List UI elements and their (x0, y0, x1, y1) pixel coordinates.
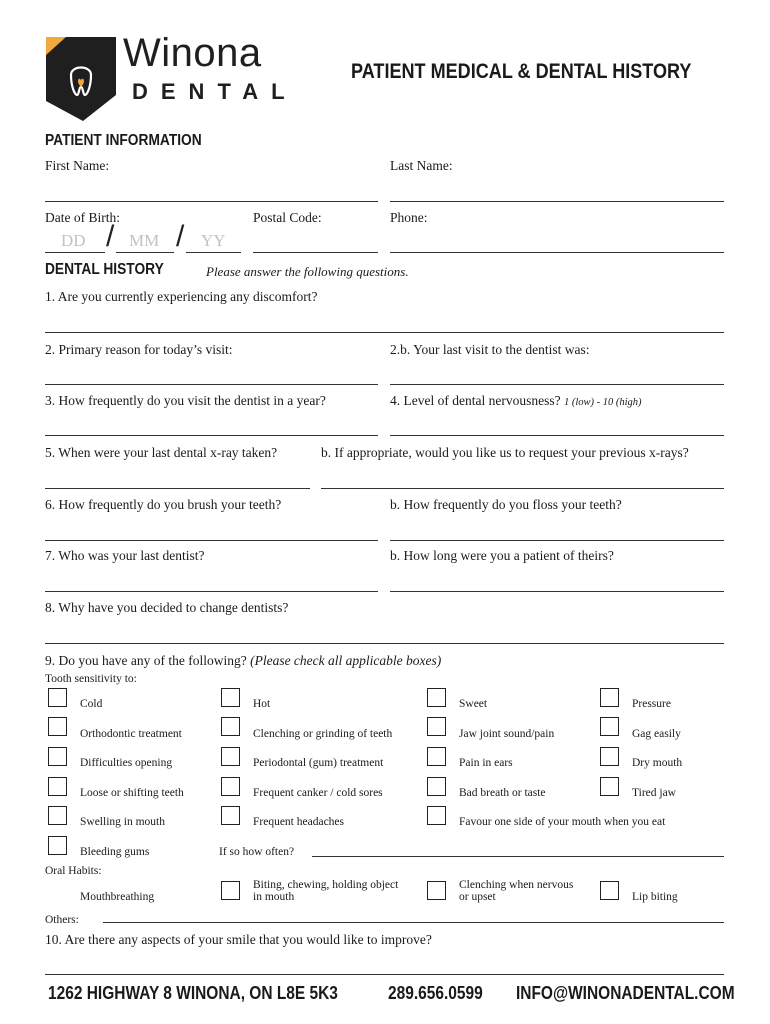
postal-code-field[interactable] (253, 252, 378, 253)
checkbox-tired-jaw[interactable] (600, 777, 619, 796)
option-pressure: Pressure (632, 698, 671, 710)
dob-year-field[interactable] (186, 252, 241, 253)
dob-month-field[interactable] (116, 252, 174, 253)
footer-email: INFO@WINONADENTAL.COM (516, 983, 735, 1003)
question-4-scale: 1 (low) - 10 (high) (563, 397, 642, 408)
question-4-text: 4. Level of dental nervousness? (390, 393, 561, 408)
others-field[interactable] (103, 922, 724, 923)
option-bleeding-gums: Bleeding gums (80, 846, 150, 858)
question-5-field[interactable] (45, 488, 310, 489)
question-5b: b. If appropriate, would you like us to request your previous x-rays? (321, 445, 689, 460)
dob-month-placeholder: MM (129, 231, 160, 250)
option-clenching: Clenching or grinding of teeth (253, 728, 393, 740)
checkbox-clenching[interactable] (221, 717, 240, 736)
question-5b-field[interactable] (321, 488, 724, 489)
first-name-field[interactable] (45, 201, 378, 202)
option-gag: Gag easily (632, 728, 681, 740)
question-2-field[interactable] (45, 384, 378, 385)
footer-address: 1262 HIGHWAY 8 WINONA, ON L8E 5K3 (48, 983, 338, 1003)
footer-phone: 289.656.0599 (388, 983, 483, 1003)
footer-divider (45, 974, 724, 975)
last-name-field[interactable] (390, 201, 724, 202)
logo-word-winona: Winona (123, 31, 262, 75)
option-favour-side: Favour one side of your mouth when you eat (459, 816, 666, 828)
option-periodontal: Periodontal (gum) treatment (253, 757, 384, 769)
question-9-note: (Please check all applicable boxes) (250, 653, 442, 668)
question-7: 7. Who was your last dentist? (45, 548, 205, 563)
dob-day-field[interactable] (45, 252, 105, 253)
logo (46, 31, 298, 123)
postal-code-label: Postal Code: (253, 210, 322, 225)
checkbox-sweet[interactable] (427, 688, 446, 707)
question-6b: b. How frequently do you floss your teeth? (390, 497, 622, 512)
question-6b-field[interactable] (390, 540, 724, 541)
question-3: 3. How frequently do you visit the dentist in a year? (45, 393, 326, 408)
checkbox-loose-teeth[interactable] (48, 777, 67, 796)
last-name-label: Last Name: (390, 158, 453, 173)
section-heading-dental-history: DENTAL HISTORY (45, 261, 164, 278)
option-biting-line2: in mouth (253, 891, 295, 903)
checkbox-favour-side[interactable] (427, 806, 446, 825)
dob-label: Date of Birth: (45, 210, 120, 225)
question-2b: 2.b. Your last visit to the dentist was: (390, 342, 590, 357)
tooth-sensitivity-label: Tooth sensitivity to: (45, 673, 137, 685)
question-9-text: 9. Do you have any of the following? (45, 653, 247, 668)
checkbox-pressure[interactable] (600, 688, 619, 707)
option-bad-breath: Bad breath or taste (459, 787, 546, 799)
question-9 (45, 653, 441, 669)
option-lip-biting: Lip biting (632, 891, 678, 903)
checkbox-periodontal[interactable] (221, 747, 240, 766)
option-clenching-nervous-line1: Clenching when nervous (459, 879, 574, 891)
option-canker-sores: Frequent canker / cold sores (253, 787, 383, 799)
checkbox-bleeding-gums[interactable] (48, 836, 67, 855)
checkbox-swelling[interactable] (48, 806, 67, 825)
option-mouthbreathing: Mouthbreathing (80, 891, 155, 903)
option-swelling: Swelling in mouth (80, 816, 165, 828)
first-name-label: First Name: (45, 158, 110, 173)
option-tired-jaw: Tired jaw (632, 787, 676, 799)
checkbox-hot[interactable] (221, 688, 240, 707)
option-cold: Cold (80, 698, 103, 710)
option-difficulties-opening: Difficulties opening (80, 757, 173, 769)
option-loose-teeth: Loose or shifting teeth (80, 787, 184, 799)
checkbox-dry-mouth[interactable] (600, 747, 619, 766)
option-orthodontic: Orthodontic treatment (80, 728, 182, 740)
how-often-label: If so how often? (219, 846, 295, 858)
checkbox-lip-biting[interactable] (600, 881, 619, 900)
checkbox-headaches[interactable] (221, 806, 240, 825)
checkbox-cold[interactable] (48, 688, 67, 707)
tooth-shield-icon (46, 37, 116, 123)
form-title: PATIENT MEDICAL & DENTAL HISTORY (351, 60, 692, 83)
question-4-field[interactable] (390, 435, 724, 436)
checkbox-bad-breath[interactable] (427, 777, 446, 796)
logo-word-dental: DENTAL (132, 79, 298, 104)
question-1: 1. Are you currently experiencing any discomfort? (45, 289, 318, 304)
option-sweet: Sweet (459, 698, 488, 710)
checkbox-ear-pain[interactable] (427, 747, 446, 766)
how-often-field[interactable] (312, 856, 724, 857)
question-7b: b. How long were you a patient of theirs? (390, 548, 614, 563)
oral-habits-label: Oral Habits: (45, 865, 102, 877)
checkbox-jaw-joint[interactable] (427, 717, 446, 736)
instructions-text: Please answer the following questions. (206, 264, 409, 279)
checkbox-difficulties-opening[interactable] (48, 747, 67, 766)
checkbox-orthodontic[interactable] (48, 717, 67, 736)
option-hot: Hot (253, 698, 271, 710)
option-ear-pain: Pain in ears (459, 757, 513, 769)
checkbox-biting[interactable] (221, 881, 240, 900)
question-3-field[interactable] (45, 435, 378, 436)
question-6: 6. How frequently do you brush your teeth? (45, 497, 282, 512)
option-headaches: Frequent headaches (253, 816, 345, 828)
phone-label: Phone: (390, 210, 428, 225)
question-5: 5. When were your last dental x-ray taken? (45, 445, 278, 460)
question-7-field[interactable] (45, 591, 378, 592)
question-7b-field[interactable] (390, 591, 724, 592)
date-separator: / (176, 220, 185, 253)
checkbox-gag[interactable] (600, 717, 619, 736)
question-1-field[interactable] (45, 332, 724, 333)
option-clenching-nervous-line2: or upset (459, 891, 496, 903)
question-2: 2. Primary reason for today’s visit: (45, 342, 233, 357)
others-label: Others: (45, 914, 79, 926)
question-8-field[interactable] (45, 643, 724, 644)
checkbox-clenching-nervous[interactable] (427, 881, 446, 900)
option-jaw-joint: Jaw joint sound/pain (459, 728, 555, 740)
option-dry-mouth: Dry mouth (632, 757, 683, 769)
section-heading-patient-info: PATIENT INFORMATION (45, 132, 202, 149)
option-biting-line1: Biting, chewing, holding object (253, 879, 399, 891)
question-10: 10. Are there any aspects of your smile that you would like to improve? (45, 932, 432, 947)
question-6-field[interactable] (45, 540, 378, 541)
dob-day-placeholder: DD (61, 231, 86, 250)
date-separator: / (106, 220, 115, 253)
checkbox-canker-sores[interactable] (221, 777, 240, 796)
question-4 (390, 393, 642, 409)
question-8: 8. Why have you decided to change dentists? (45, 600, 289, 615)
phone-field[interactable] (390, 252, 724, 253)
question-2b-field[interactable] (390, 384, 724, 385)
dob-year-placeholder: YY (201, 231, 226, 250)
